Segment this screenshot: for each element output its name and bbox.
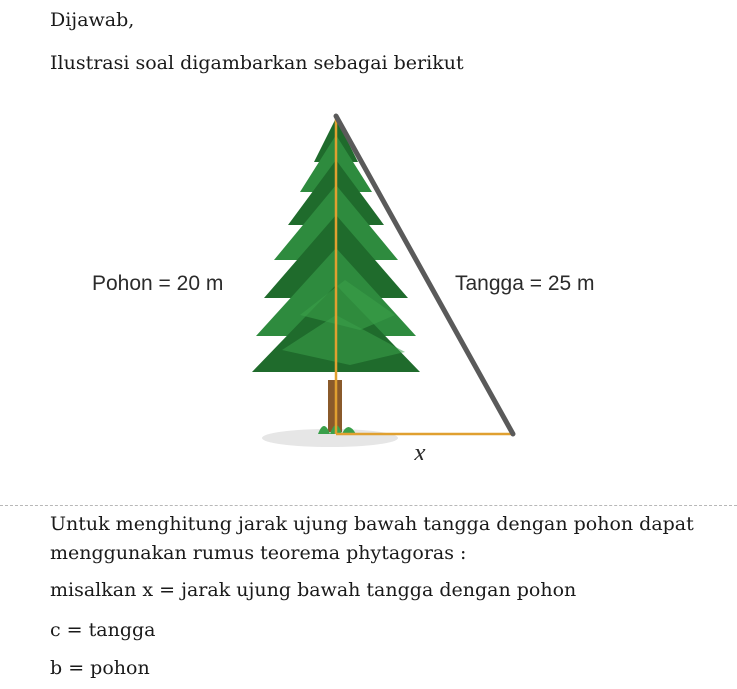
section-divider <box>0 505 737 506</box>
solution-intro: Untuk menghitung jarak ujung bawah tangga dengan pohon dapat menggunakan rumus teorema phytagoras : <box>50 513 694 564</box>
answered-heading: Dijawab, <box>50 9 135 31</box>
tree-height-label: Pohon = 20 m <box>92 272 224 295</box>
definition-b: b = pohon <box>50 657 150 679</box>
definition-x: misalkan x = jarak ujung bawah tangga dengan pohon <box>50 579 577 601</box>
definition-c: c = tangga <box>50 619 156 641</box>
illustration-caption: Ilustrasi soal digambarkan sebagai berikut <box>50 52 464 74</box>
ladder-length-label: Tangga = 25 m <box>455 272 595 295</box>
base-variable-label: x <box>414 438 426 460</box>
problem-illustration <box>0 100 737 460</box>
